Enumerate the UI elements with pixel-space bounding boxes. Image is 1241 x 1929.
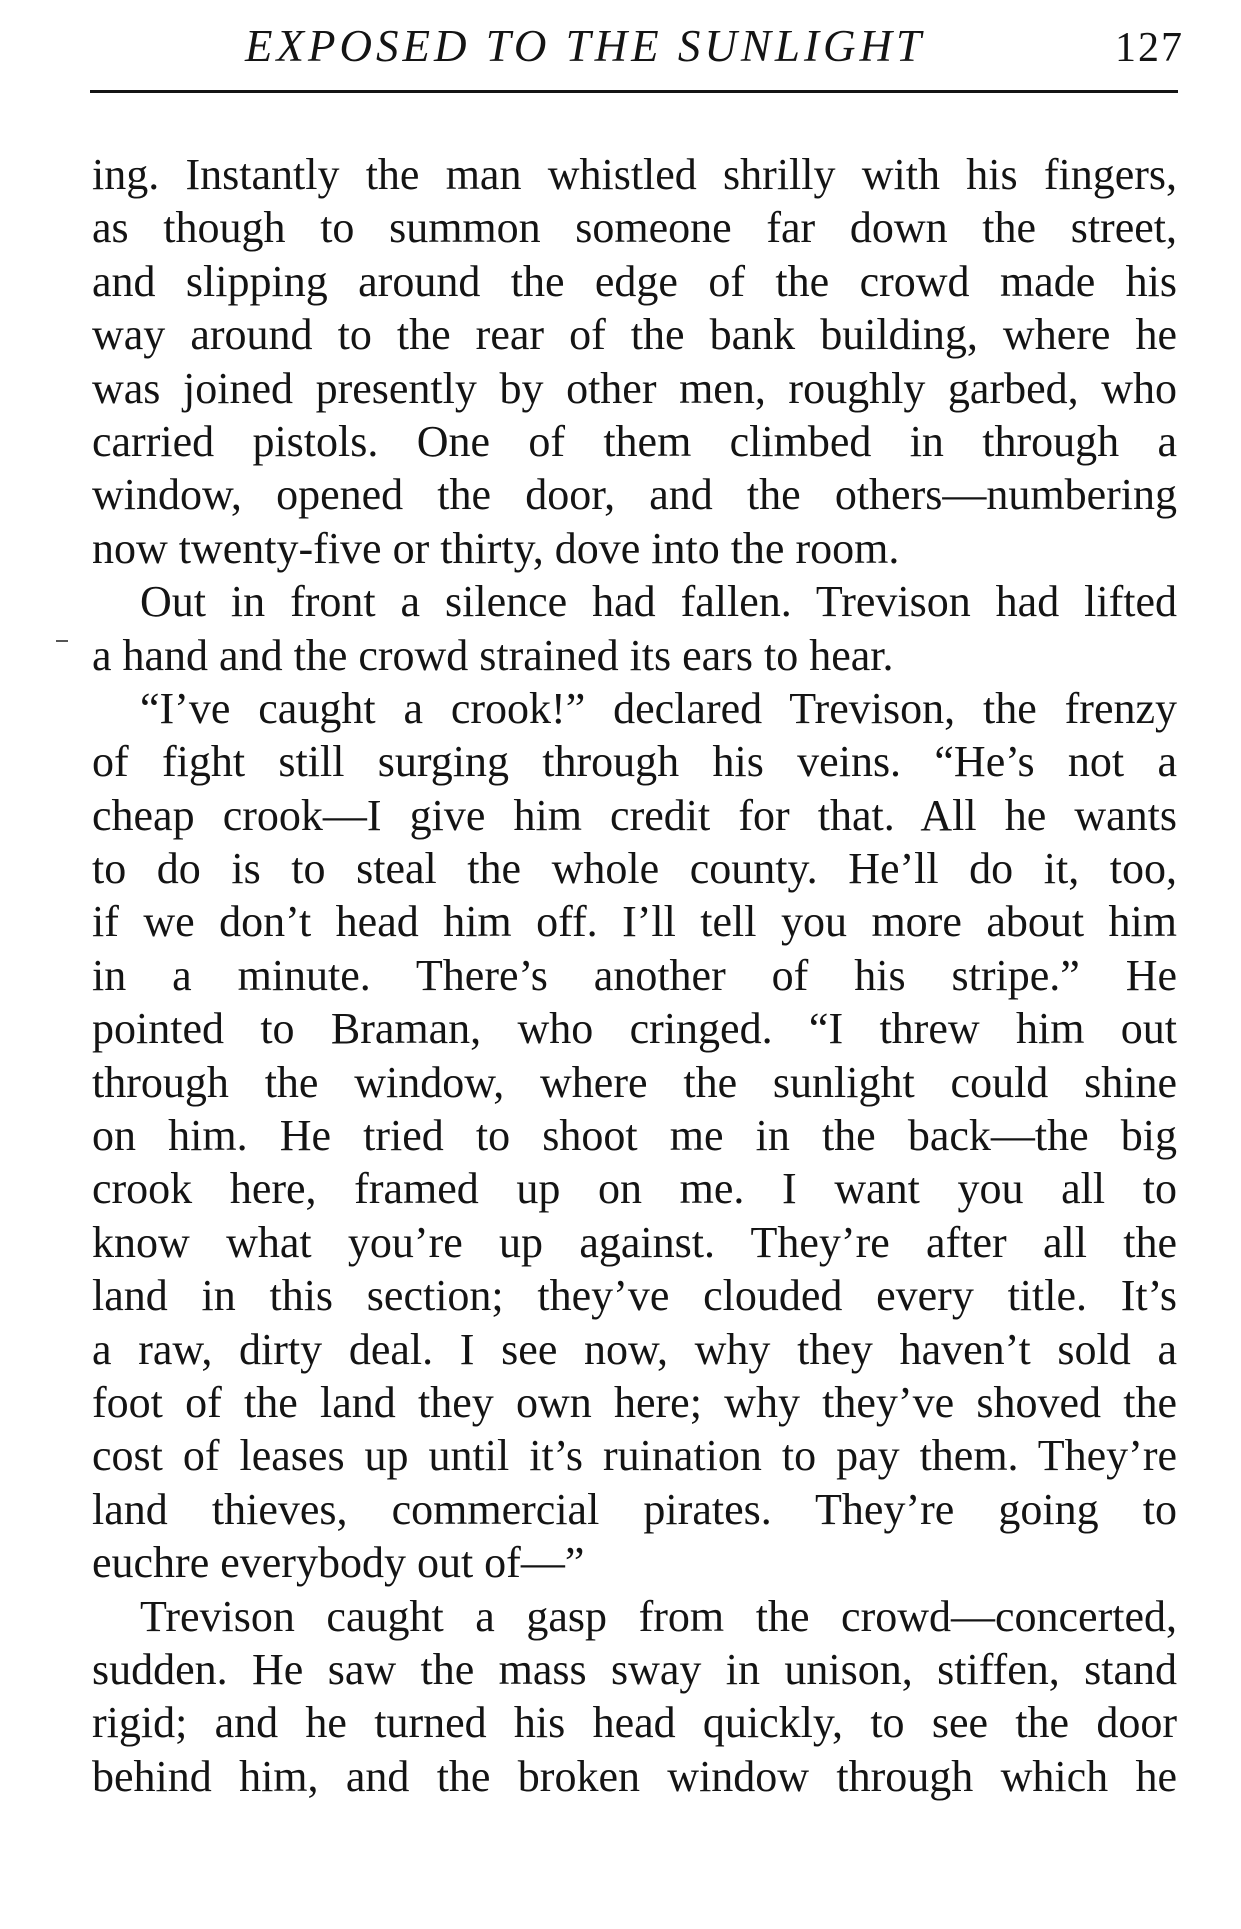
text-line: behind him, and the broken window through which he xyxy=(92,1751,1177,1801)
text-line: sudden. He saw the mass sway in unison, stiffen, stand xyxy=(92,1644,1177,1694)
text-line: cost of leases up until it’s ruination to pay them. They’re xyxy=(92,1431,1177,1481)
text-line: land in this section; they’ve clouded every title. It’s xyxy=(92,1271,1177,1321)
text-line: carried pistols. One of them climbed in through a xyxy=(92,416,1177,466)
text-line: of fight still surging through his veins. “He’s not a xyxy=(92,737,1177,787)
text-line: as though to summon someone far down the street, xyxy=(92,203,1177,253)
text-line: if we don’t head him off. I’ll tell you more about him xyxy=(92,897,1177,947)
body-text xyxy=(92,148,1177,1803)
text-line: cheap crook—I give him credit for that. All he wants xyxy=(92,790,1177,840)
running-title: EXPOSED TO THE SUNLIGHT xyxy=(245,21,925,71)
text-line: know what you’re up against. They’re after all the xyxy=(92,1217,1177,1267)
text-line: land thieves, commercial pirates. They’re going to xyxy=(92,1484,1177,1534)
text-line: Trevison caught a gasp from the crowd—concerted, xyxy=(140,1591,1177,1641)
text-line: window, opened the door, and the others—numbering xyxy=(92,470,1177,520)
text-line: crook here, framed up on me. I want you all to xyxy=(92,1164,1177,1214)
text-line: and slipping around the edge of the crowd made his xyxy=(92,256,1177,306)
text-line: a raw, dirty deal. I see now, why they haven’t sold a xyxy=(92,1324,1177,1374)
text-line: Out in front a silence had fallen. Trevison had lifted xyxy=(140,577,1177,627)
text-line: through the window, where the sunlight could shine xyxy=(92,1057,1177,1107)
text-line: pointed to Braman, who cringed. “I threw him out xyxy=(92,1004,1177,1054)
text-line: was joined presently by other men, roughly garbed, who xyxy=(92,363,1177,413)
text-line: to do is to steal the whole county. He’ll do it, too, xyxy=(92,844,1177,894)
text-line: ing. Instantly the man whistled shrilly with his fingers, xyxy=(92,150,1177,199)
text-line: “I’ve caught a crook!” declared Trevison, the frenzy xyxy=(140,683,1177,733)
text-line: a hand and the crowd strained its ears to hear. xyxy=(92,630,894,680)
text-line: rigid; and he turned his head quickly, to see the door xyxy=(92,1698,1177,1748)
header-rule xyxy=(90,90,1178,93)
text-line: on him. He tried to shoot me in the back—the big xyxy=(92,1111,1177,1161)
text-line: way around to the rear of the bank building, where he xyxy=(92,310,1177,360)
text-line: euchre everybody out of—” xyxy=(92,1538,585,1588)
text-line: now twenty-five or thirty, dove into the room. xyxy=(92,523,900,573)
text-line: foot of the land they own here; why they’ve shoved the xyxy=(92,1377,1177,1427)
running-head xyxy=(90,20,1190,80)
text-line: in a minute. There’s another of his stripe.” He xyxy=(92,950,1177,1000)
page-number: 127 xyxy=(1115,25,1184,71)
margin-mark xyxy=(56,640,68,642)
